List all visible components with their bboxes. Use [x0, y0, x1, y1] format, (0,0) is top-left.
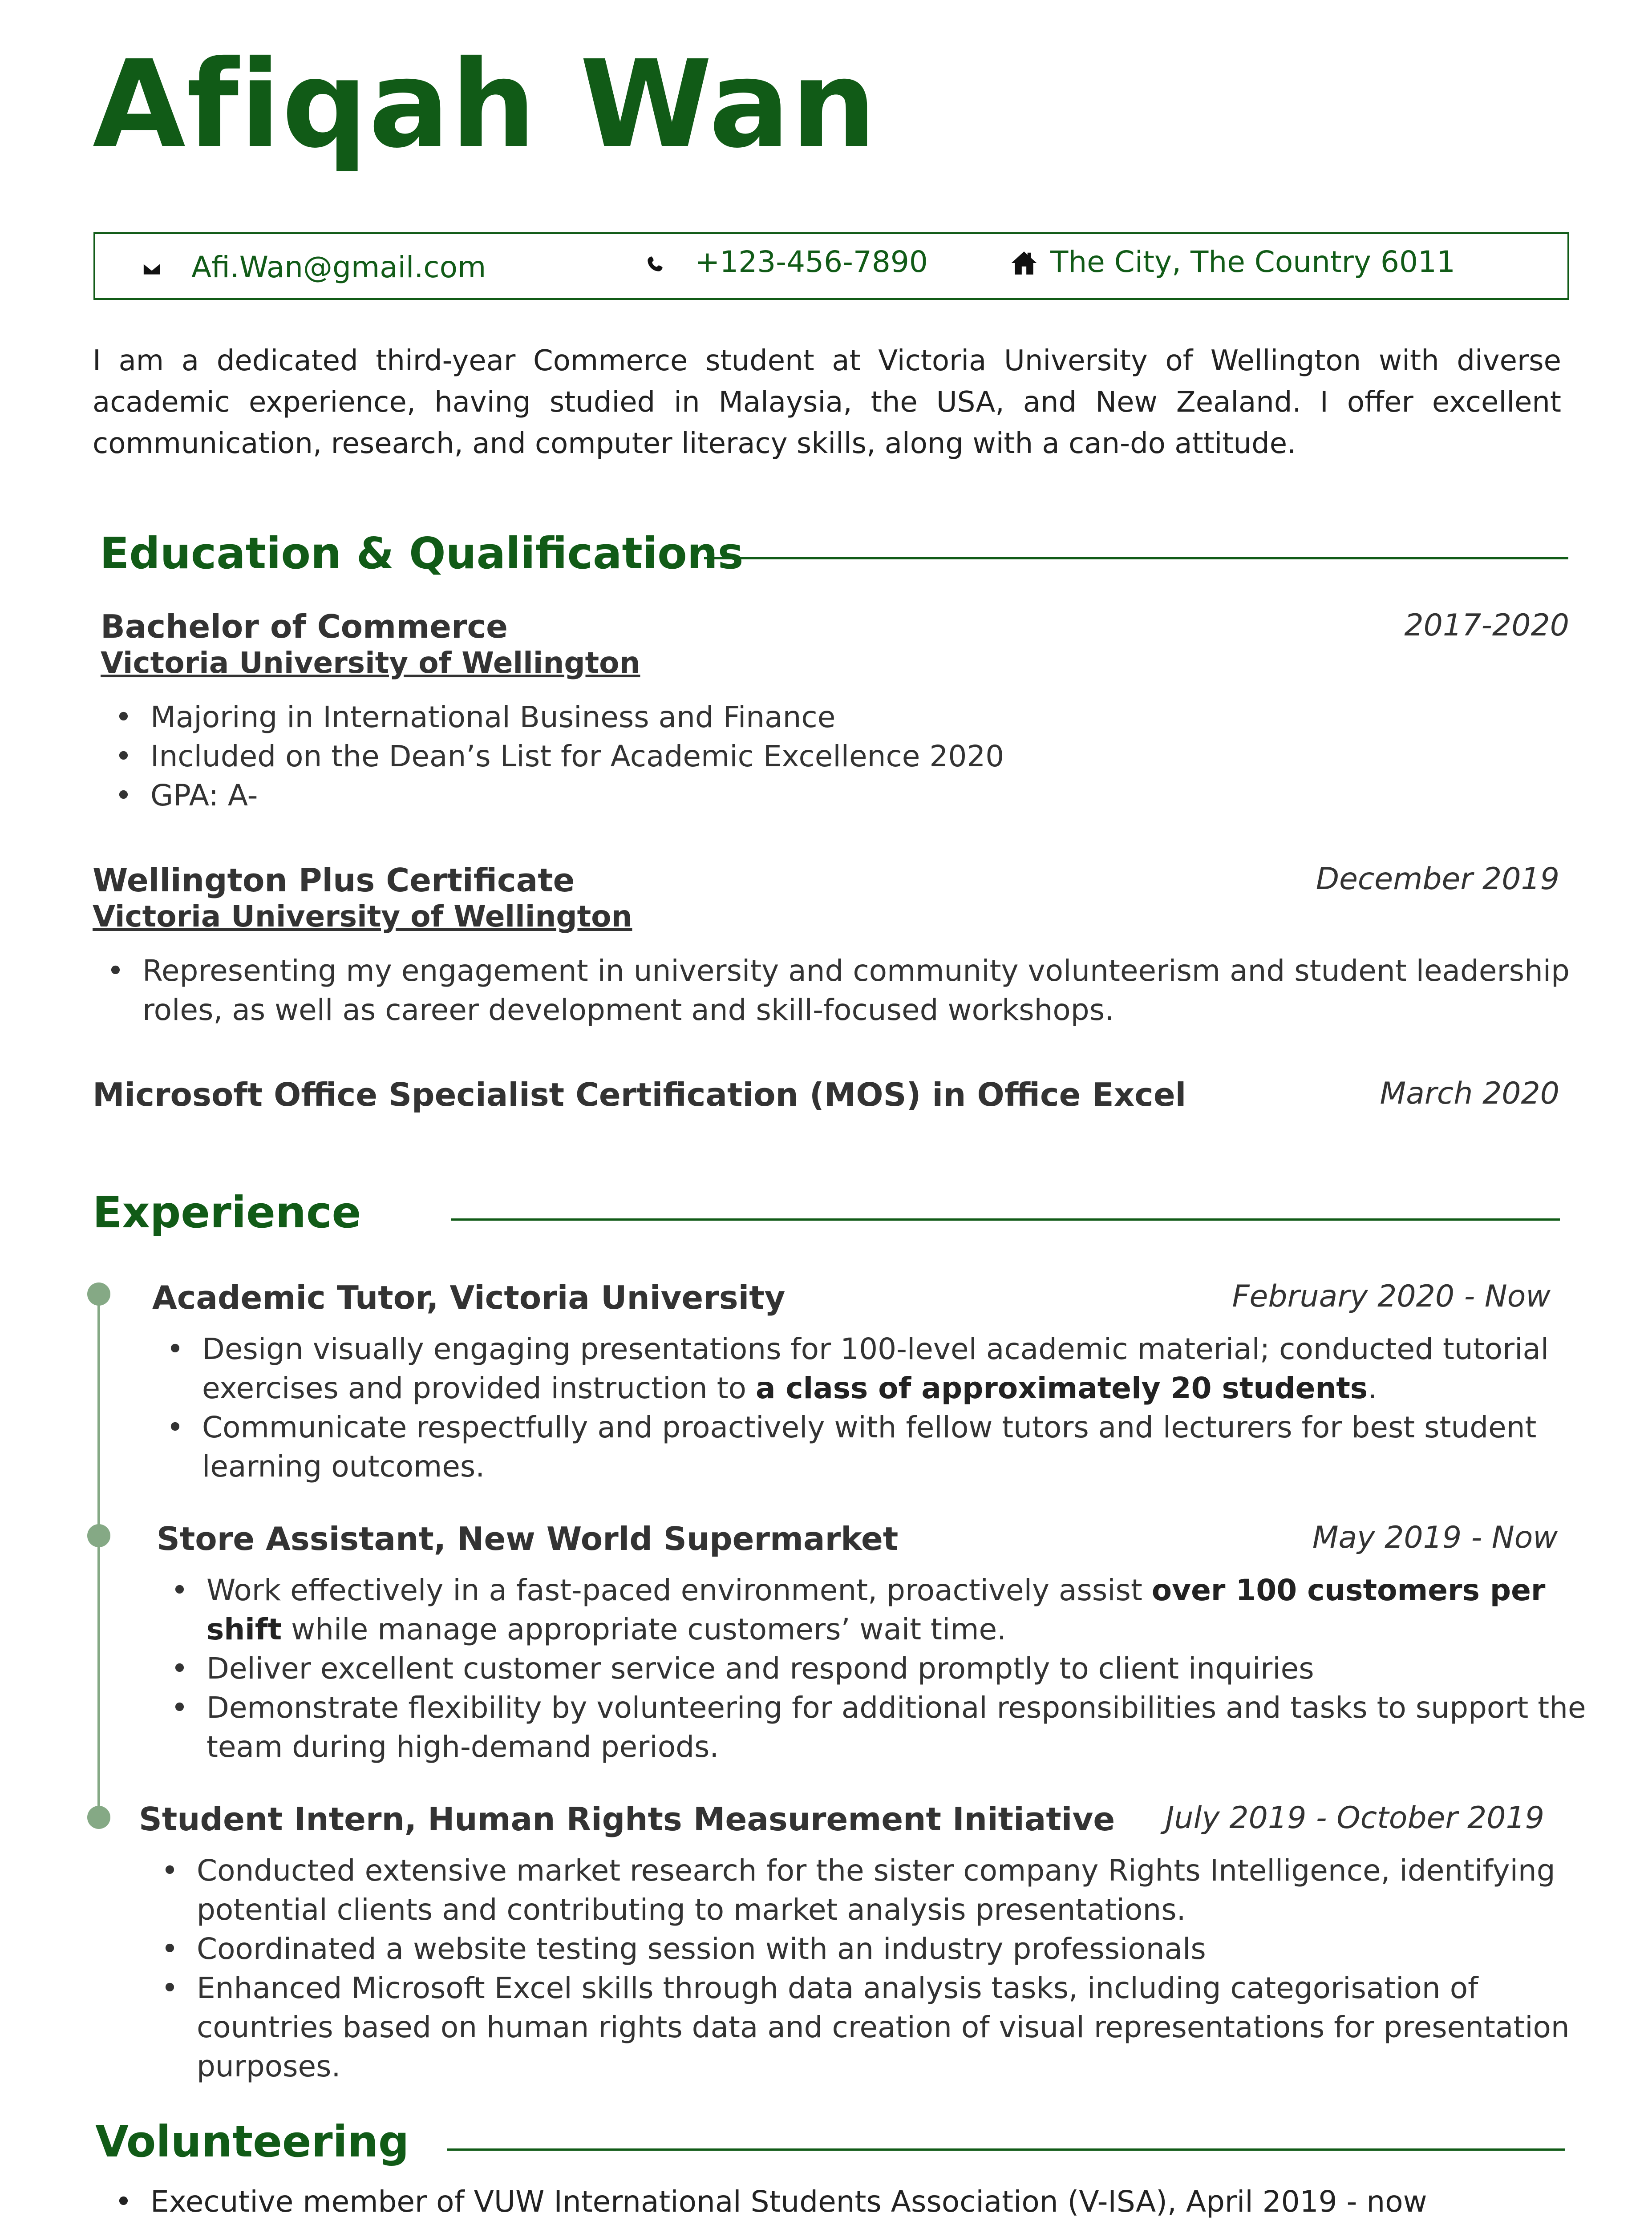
list-item: • Included on the Dean’s List for Academic Excellence 2020: [150, 737, 1530, 776]
edu-entry-title: Wellington Plus Certificate: [93, 862, 575, 899]
job-bullets: [157, 1571, 1608, 1767]
list-item: • Communicate respectfully and proactively with fellow tutors and lecturers for best student learning outcomes.: [202, 1408, 1604, 1486]
list-item: • Coordinated a website testing session with an industry professionals: [197, 1930, 1599, 1969]
edu-entry-title: Microsoft Office Specialist Certification (MOS) in Office Excel: [93, 1076, 1186, 1113]
home-icon: [1008, 249, 1040, 277]
phone-text[interactable]: +123-456-7890: [695, 245, 928, 279]
job-date: July 2019 - October 2019: [1165, 1800, 1544, 1836]
address-text: The City, The Country 6011: [1050, 245, 1455, 279]
timeline-dot: [87, 1282, 110, 1306]
education-divider: [704, 557, 1568, 559]
edu-entry-bullets: [93, 951, 1604, 1030]
job-title: Academic Tutor, Victoria University: [152, 1279, 786, 1316]
email-text[interactable]: Afi.Wan@gmail.com: [191, 250, 486, 284]
edu-entry-date: 2017-2020: [1404, 608, 1569, 643]
job-title: Store Assistant, New World Supermarket: [157, 1520, 899, 1558]
job-bullets: [147, 1851, 1599, 2086]
timeline-dot: [87, 1806, 110, 1829]
job-title: Student Intern, Human Rights Measurement Initiative: [139, 1800, 1115, 1838]
timeline-line: [97, 1293, 100, 1816]
timeline-dot: [87, 1524, 110, 1547]
edu-entry-institution: Victoria University of Wellington: [93, 899, 632, 934]
list-item: • Work effectively in a fast-paced environment, proactively assist over 100 customers per shift while manage appropriate customers’ wait time.: [206, 1571, 1608, 1649]
list-item: • Majoring in International Business and Finance: [150, 698, 1530, 737]
experience-divider: [451, 1218, 1560, 1221]
list-item: • Executive member of VUW International Students Association (V-ISA), April 2019 - now: [150, 2180, 1619, 2223]
experience-section-title: Experience: [93, 1187, 361, 1238]
list-item: • Design visually engaging presentations for 100-level academic material; conducted tutorial exercises and provided instruction to a class of approximately 20 students.: [202, 1330, 1604, 1408]
volunteering-section-title: Volunteering: [95, 2116, 409, 2167]
volunteering-list: [101, 2180, 1619, 2225]
envelope-icon: [140, 259, 164, 279]
edu-entry-date: December 2019: [1316, 862, 1559, 897]
edu-entry-bullets: [101, 698, 1530, 815]
list-item: • Representing my engagement in university and community volunteerism and student leadership roles, as well as career development and skill-focused workshops.: [142, 951, 1604, 1030]
candidate-name: Afiqah Wan: [93, 34, 878, 174]
list-item: [150, 2223, 1619, 2225]
list-item: • GPA: A-: [150, 776, 1530, 815]
list-item: • Enhanced Microsoft Excel skills through data analysis tasks, including categorisation of countries based on human rights data and creation of visual representations for presentation purposes.: [197, 1969, 1599, 2086]
volunteering-divider: [447, 2148, 1565, 2151]
job-date: February 2020 - Now: [1232, 1279, 1551, 1314]
list-item: • Conducted extensive market research for the sister company Rights Intelligence, identifying potential clients and contributing to market analysis presentations.: [197, 1851, 1599, 1930]
list-item: • Deliver excellent customer service and respond promptly to client inquiries: [206, 1649, 1608, 1688]
job-bullets: [152, 1330, 1604, 1486]
edu-entry-institution: Victoria University of Wellington: [101, 646, 640, 680]
job-date: May 2019 - Now: [1312, 1520, 1558, 1555]
edu-entry-title: Bachelor of Commerce: [101, 608, 508, 645]
profile-summary: I am a dedicated third-year Commerce student at Victoria University of Wellington with diverse academic experience, having studied in Malaysia, the USA, and New Zealand. I offer excellent communication, research, and computer literacy skills, along with a can-do attitude.: [93, 344, 1561, 460]
education-section-title: Education & Qualifications: [100, 528, 744, 578]
list-item: • Demonstrate flexibility by volunteering for additional responsibilities and tasks to support the team during high-demand periods.: [206, 1688, 1608, 1767]
edu-entry-date: March 2020: [1380, 1076, 1559, 1111]
contact-bar: [93, 232, 1569, 300]
phone-icon: [646, 252, 664, 276]
